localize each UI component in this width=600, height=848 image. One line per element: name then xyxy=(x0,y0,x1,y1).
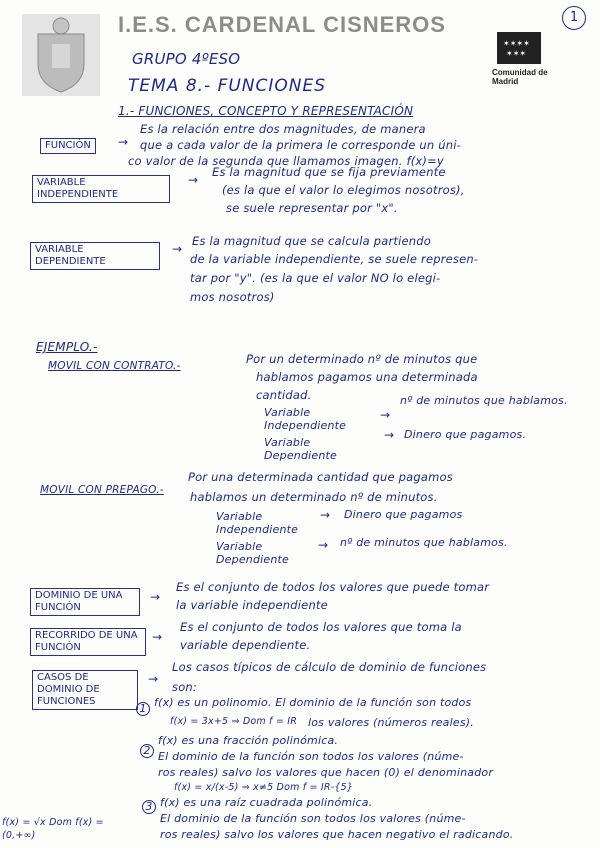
arrow-icon: → xyxy=(118,135,129,149)
case-line: f(x) es una fracción polinómica. xyxy=(158,734,339,747)
def-line: Es la magnitud que se fija previamente xyxy=(212,165,446,179)
arrow-icon: → xyxy=(148,672,159,686)
variable-text: Dinero que pagamos xyxy=(344,508,463,521)
def-line: co valor de la segunda que llamamos imagen. f(x)=y xyxy=(128,154,444,168)
def-line: de la variable independiente, se suele represen- xyxy=(190,252,479,266)
domain-line: Es el conjunto de todos los valores que puede tomar xyxy=(176,580,490,594)
arrow-icon: → xyxy=(152,630,163,644)
domain-line: son: xyxy=(172,680,197,694)
arrow-icon: → xyxy=(188,173,199,187)
variable-text: nº de minutos que hablamos. xyxy=(340,536,508,549)
arrow-icon: → xyxy=(380,408,391,422)
example-line: hablamos un determinado nº de minutos. xyxy=(190,490,438,504)
domain-line: variable dependiente. xyxy=(180,638,311,652)
case-line: ros reales) salvo los valores que hacen negativo el radicando. xyxy=(160,828,514,841)
variable-label: Variable Dependiente xyxy=(216,540,290,566)
term-dominio: DOMINIO DE UNA FUNCIÓN xyxy=(30,588,140,616)
example-heading: EJEMPLO.- xyxy=(36,340,98,354)
def-line: se suele representar por "x". xyxy=(226,201,398,215)
arrow-icon: → xyxy=(320,508,331,522)
school-crest-icon xyxy=(22,14,100,96)
case-number: 1 xyxy=(136,702,150,716)
section-title: 1.- FUNCIONES, CONCEPTO Y REPRESENTACIÓN xyxy=(118,104,414,118)
page-number: 1 xyxy=(562,6,586,30)
comunidad-madrid-flag-icon xyxy=(497,32,541,64)
term-variable-independiente: VARIABLE INDEPENDIENTE xyxy=(32,175,170,203)
domain-line: la variable independiente xyxy=(176,598,328,612)
arrow-icon: → xyxy=(172,242,183,256)
variable-label: Variable Independiente xyxy=(216,510,299,536)
case-example: f(x) = 3x+5 ⇒ Dom f = IR xyxy=(170,716,297,727)
topic-title: TEMA 8.- FUNCIONES xyxy=(128,76,327,96)
case-line: El dominio de la función son todos los valores (núme- xyxy=(160,812,466,825)
example-line: hablamos pagamos una determinada xyxy=(256,370,478,384)
def-line: Es la relación entre dos magnitudes, de manera xyxy=(140,122,426,136)
def-line: (es la que el valor lo elegimos nosotros), xyxy=(222,183,465,197)
case-example: f(x) = √x Dom f(x) = (0,+∞) xyxy=(2,817,104,841)
arrow-icon: → xyxy=(150,590,161,604)
case-number: 2 xyxy=(140,744,154,758)
case-line: los valores (números reales). xyxy=(308,716,474,729)
svg-text:✶✶✶: ✶✶✶ xyxy=(506,49,527,58)
term-casos-dominio: CASOS DE DOMINIO DE FUNCIONES xyxy=(32,670,138,710)
case-line: f(x) es un polinomio. El dominio de la función son todos xyxy=(154,696,472,709)
def-line: Es la magnitud que se calcula partiendo xyxy=(192,234,431,248)
case-line: ros reales) salvo los valores que hacen (0) el denominador xyxy=(158,766,494,779)
svg-text:✶✶✶✶: ✶✶✶✶ xyxy=(503,39,530,48)
term-variable-dependiente: VARIABLE DEPENDIENTE xyxy=(30,242,160,270)
example-title: MOVIL CON CONTRATO.- xyxy=(48,360,181,372)
group-label: GRUPO 4ºESO xyxy=(132,50,241,68)
school-name: I.E.S. CARDENAL CISNEROS xyxy=(118,12,446,37)
arrow-icon: → xyxy=(384,428,395,442)
variable-label: Variable Independiente xyxy=(264,406,347,432)
domain-line: Es el conjunto de todos los valores que toma la xyxy=(180,620,462,634)
arrow-icon: → xyxy=(318,538,329,552)
term-funcion: FUNCIÓN xyxy=(40,138,96,154)
def-line: mos nosotros) xyxy=(190,290,275,304)
example-line: cantidad. xyxy=(256,388,312,402)
def-line: que a cada valor de la primera le corresponde un úni- xyxy=(140,138,461,152)
term-recorrido: RECORRIDO DE UNA FUNCIÓN xyxy=(30,628,146,656)
case-example: f(x) = x/(x-5) ⇒ x≠5 Dom f = IR-{5} xyxy=(174,782,354,793)
region-logo-text: Comunidad de Madrid xyxy=(492,68,548,86)
case-line: f(x) es una raíz cuadrada polinómica. xyxy=(160,796,373,809)
example-title: MOVIL CON PREPAGO.- xyxy=(40,484,164,496)
domain-line: Los casos típicos de cálculo de dominio de funciones xyxy=(172,660,487,674)
variable-label: Variable Dependiente xyxy=(264,436,338,462)
variable-text: nº de minutos que hablamos. xyxy=(400,394,568,407)
variable-text: Dinero que pagamos. xyxy=(404,428,527,441)
example-line: Por una determinada cantidad que pagamos xyxy=(188,470,453,484)
example-line: Por un determinado nº de minutos que xyxy=(246,352,478,366)
case-line: El dominio de la función son todos los valores (núme- xyxy=(158,750,464,763)
def-line: tar por "y". (es la que el valor NO lo elegi- xyxy=(190,271,441,285)
case-number: 3 xyxy=(142,800,156,814)
